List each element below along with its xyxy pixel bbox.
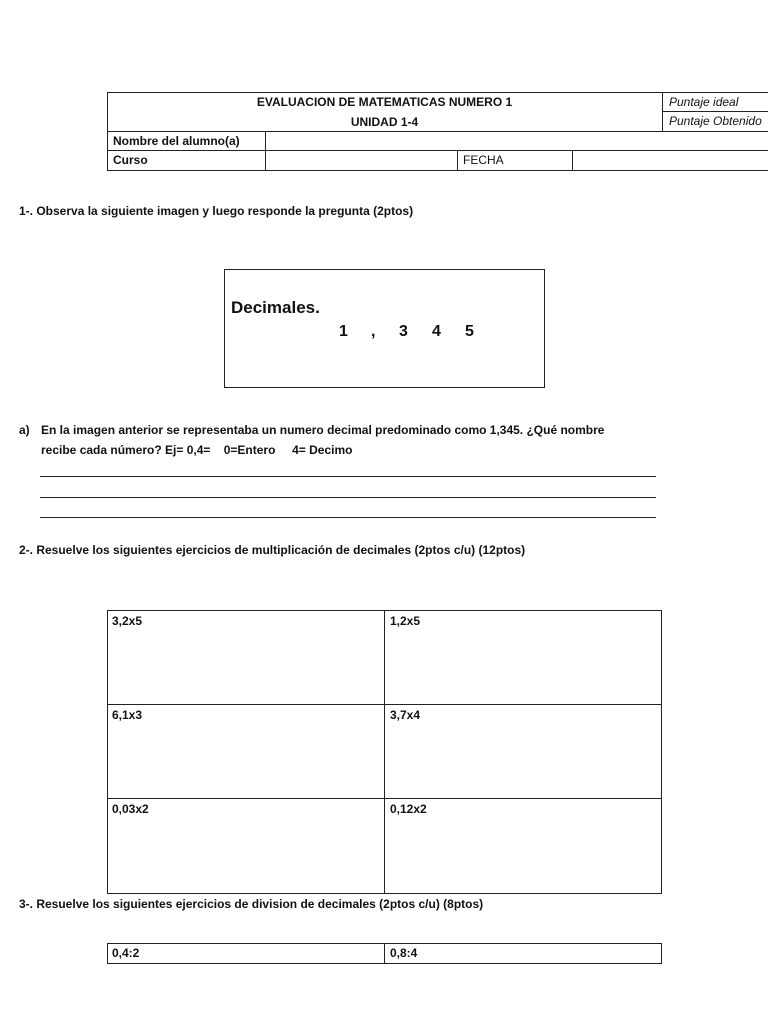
item-a-text: recibe cada número? Ej= 0,4= 0=Entero 4= Decimo — [41, 443, 353, 457]
obtained-score-label: Puntaje Obtenido — [669, 114, 762, 128]
course-label: Curso — [113, 153, 148, 167]
image-title: Decimales. — [231, 298, 320, 317]
decimal-image — [224, 269, 545, 388]
exam-unit: UNIDAD 1-4 — [350, 115, 419, 129]
exercise-cell: 0,03x2 — [112, 802, 149, 816]
digit: , — [371, 323, 376, 340]
question-2-title: 2-. Resuelve los siguientes ejercicios de multiplicación de decimales (2ptos c/u) (12ptos) — [19, 543, 526, 557]
exercise-cell: 3,7x4 — [390, 708, 421, 722]
exercise-cell: 3,2x5 — [112, 614, 143, 628]
digit: 1 — [339, 323, 348, 340]
exercise-cell: 1,2x5 — [390, 614, 421, 628]
digit: 3 — [399, 323, 408, 340]
answer-line[interactable] — [40, 476, 656, 477]
question-3-title: 3-. Resuelve los siguientes ejercicios de division de decimales (2ptos c/u) (8ptos) — [19, 897, 484, 911]
exercise-cell: 0,4:2 — [112, 946, 140, 960]
student-name-label: Nombre del alumno(a) — [113, 134, 240, 148]
digit: 4 — [432, 323, 441, 340]
ideal-score-label: Puntaje ideal — [669, 95, 739, 109]
answer-line[interactable] — [40, 517, 656, 518]
exercise-cell: 0,12x2 — [390, 802, 427, 816]
item-a-label: a) — [19, 423, 30, 437]
question-1-title: 1-. Observa la siguiente imagen y luego responde la pregunta (2ptos) — [19, 204, 414, 218]
exercise-cell: 6,1x3 — [112, 708, 143, 722]
exam-title: EVALUACION DE MATEMATICAS NUMERO 1 — [256, 95, 513, 109]
item-a-text: En la imagen anterior se representaba un numero decimal predominado como 1,345. ¿Qué nombre — [41, 423, 605, 437]
answer-line[interactable] — [40, 497, 656, 498]
digit: 5 — [465, 323, 474, 340]
date-label: FECHA — [463, 153, 504, 167]
exercise-cell: 0,8:4 — [390, 946, 418, 960]
